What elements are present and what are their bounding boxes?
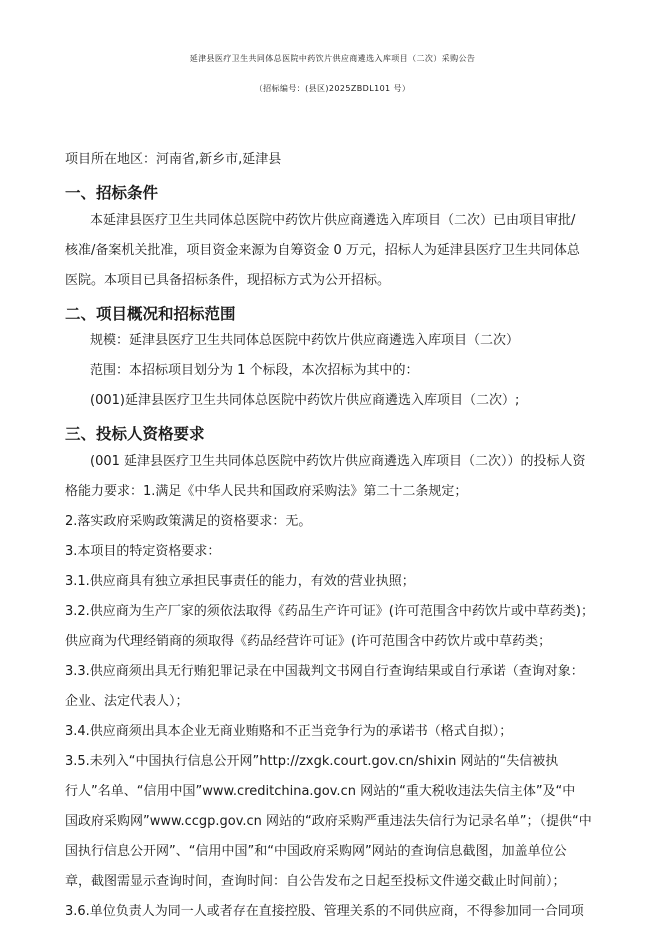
section-heading-tender-conditions: 一、招标条件 [65,184,159,202]
paragraph-line: (001 延津县医疗卫生共同体总医院中药饮片供应商遴选入库项目（二次））的投标人资 [90,454,586,469]
paragraph-line: 3.6.单位负责人为同一人或者存在直接控股、管理关系的不同供应商，不得参加同一合同项 [65,904,584,919]
paragraph-line: 章，截图需显示查询时间，查询时间：自公告发布之日起至投标文件递交截止时间前）； [65,874,566,889]
paragraph-line: 3.1.供应商具有独立承担民事责任的能力，有效的营业执照； [65,574,415,589]
paragraph-line: 医院。本项目已具备招标条件，现招标方式为公开招标。 [65,273,391,288]
paragraph-line: 范围：本招标项目划分为 1 个标段，本次招标为其中的： [90,363,419,378]
section-heading-bidder-qualifications: 三、投标人资格要求 [65,425,205,443]
paragraph-line: 规模：延津县医疗卫生共同体总医院中药饮片供应商遴选入库项目（二次） [90,333,520,348]
paragraph-line: 国政府采购网”www.ccgp.gov.cn 网站的“政府采购严重违法失信行为记录名单”；（提供“中 [65,814,592,829]
section-heading-overview-scope: 二、项目概况和招标范围 [65,305,236,323]
document-title: 延津县医疗卫生共同体总医院中药饮片供应商遴选入库项目（二次）采购公告 [189,54,476,63]
paragraph-line: 企业、法定代表人）； [65,694,189,709]
paragraph-line: (001)延津县医疗卫生共同体总医院中药饮片供应商遴选入库项目（二次）; [90,393,520,408]
paragraph-line: 3.2.供应商为生产厂家的须依法取得《药品生产许可证》(许可范围含中药饮片或中草药类)； [65,604,594,619]
paragraph-line: 国执行信息公开网”、“信用中国”和“中国政府采购网”网站的查询信息截图，加盖单位公 [65,844,567,859]
paragraph-line: 格能力要求：1.满足《中华人民共和国政府采购法》第二十二条规定； [65,484,468,499]
paragraph-line: 供应商为代理经销商的须取得《药品经营许可证》(许可范围含中药饮片或中草药类； [65,634,552,649]
paragraph-line: 本延津县医疗卫生共同体总医院中药饮片供应商遴选入库项目（二次）已由项目审批/ [90,213,576,228]
paragraph-line: 3.4.供应商须出具本企业无商业贿赂和不正当竞争行为的承诺书（格式自拟）； [65,724,513,739]
paragraph-line: 核准/备案机关批准，项目资金来源为自筹资金 0 万元，招标人为延津县医疗卫生共同体总 [65,243,580,258]
paragraph-line: 3.5.未列入“中国执行信息公开网”http://zxgk.court.gov.cn/shixin 网站的“失信被执 [65,754,559,769]
paragraph-line: 3.3.供应商须出具无行贿犯罪记录在中国裁判文书网自行查询结果或自行承诺（查询对象： [65,664,584,679]
project-region: 项目所在地区：河南省,新乡市,延津县 [65,152,282,167]
paragraph-line: 行人”名单、“信用中国”www.creditchina.gov.cn 网站的“重大税收违法失信主体”及“中 [65,784,576,799]
paragraph-line: 3.本项目的特定资格要求： [65,544,221,559]
tender-number: （招标编号：(县区)2025ZBDL101 号） [254,84,411,93]
paragraph-line: 2.落实政府采购政策满足的资格要求：无。 [65,514,312,529]
